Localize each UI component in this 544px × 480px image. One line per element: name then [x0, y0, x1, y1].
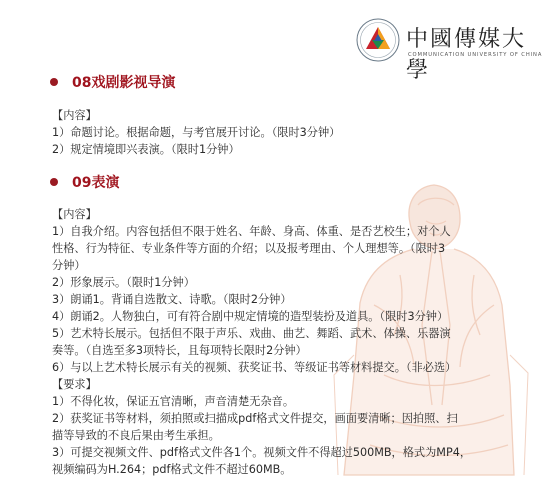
section-heading-directing: [50, 72, 175, 92]
logo-emblem-icon: [356, 18, 400, 62]
requirements-label: 【要求】: [52, 378, 97, 391]
list-item: 分钟）: [52, 259, 86, 272]
list-item: 性格、行为特征、专业条件等方面的介绍；以及报考理由、个人理想等。（限时3: [52, 242, 446, 255]
university-english-name: COMMUNICATION UNIVERSITY OF CHINA: [408, 52, 543, 58]
content-label: 【内容】: [52, 109, 97, 122]
requirement-item: 3）可提交视频文件、pdf格式文件各1个。视频文件不得超过500MB，格式为MP4，: [52, 446, 472, 459]
list-item: 4）朗诵2。人物独白，可有符合剧中规定情境的造型装扮及道具。（限时3分钟）: [52, 310, 449, 323]
section1-content: [52, 107, 512, 158]
section-title: 09表演: [72, 175, 120, 191]
list-item: 6）与以上艺术特长展示有关的视频、获奖证书、等级证书等材料提交。（非必选）: [52, 361, 457, 374]
requirement-item: 1）不得化妆，保证五官清晰，声音清楚无杂音。: [52, 395, 295, 408]
list-item: 3）朗诵1。背诵自选散文、诗歌。（限时2分钟）: [52, 293, 292, 306]
section2-content: [52, 206, 512, 478]
bullet-dot-icon: [50, 78, 58, 86]
list-item: 1）命题讨论。根据命题，与考官展开讨论。（限时3分钟）: [52, 126, 341, 139]
list-item: 2）形象展示。（限时1分钟）: [52, 276, 195, 289]
section-title: 08戏剧影视导演: [72, 75, 176, 91]
list-item: 1）自我介绍。内容包括但不限于姓名、年龄、身高、体重、是否艺校生；对个人: [52, 225, 451, 238]
requirement-item: 2）获奖证书等材料，须拍照或扫描成pdf格式文件提交，画面要清晰；因拍照、扫: [52, 412, 458, 425]
list-item: 5）艺术特长展示。包括但不限于声乐、戏曲、曲艺、舞蹈、武术、体操、乐器演: [52, 327, 451, 340]
bullet-dot-icon: [50, 178, 58, 186]
section-heading-performance: [50, 172, 119, 192]
list-item: 奏等。（自选至多3项特长，且每项特长限时2分钟）: [52, 344, 307, 357]
list-item: 2）规定情境即兴表演。（限时1分钟）: [52, 143, 240, 156]
requirement-item: 描等导致的不良后果由考生承担。: [52, 429, 220, 442]
university-name-logo-text: 中國傳媒大學: [406, 27, 527, 83]
university-logo: [352, 14, 543, 83]
requirement-item: 视频编码为H.264；pdf格式文件不超过60MB。: [52, 463, 292, 476]
content-label: 【内容】: [52, 208, 97, 221]
